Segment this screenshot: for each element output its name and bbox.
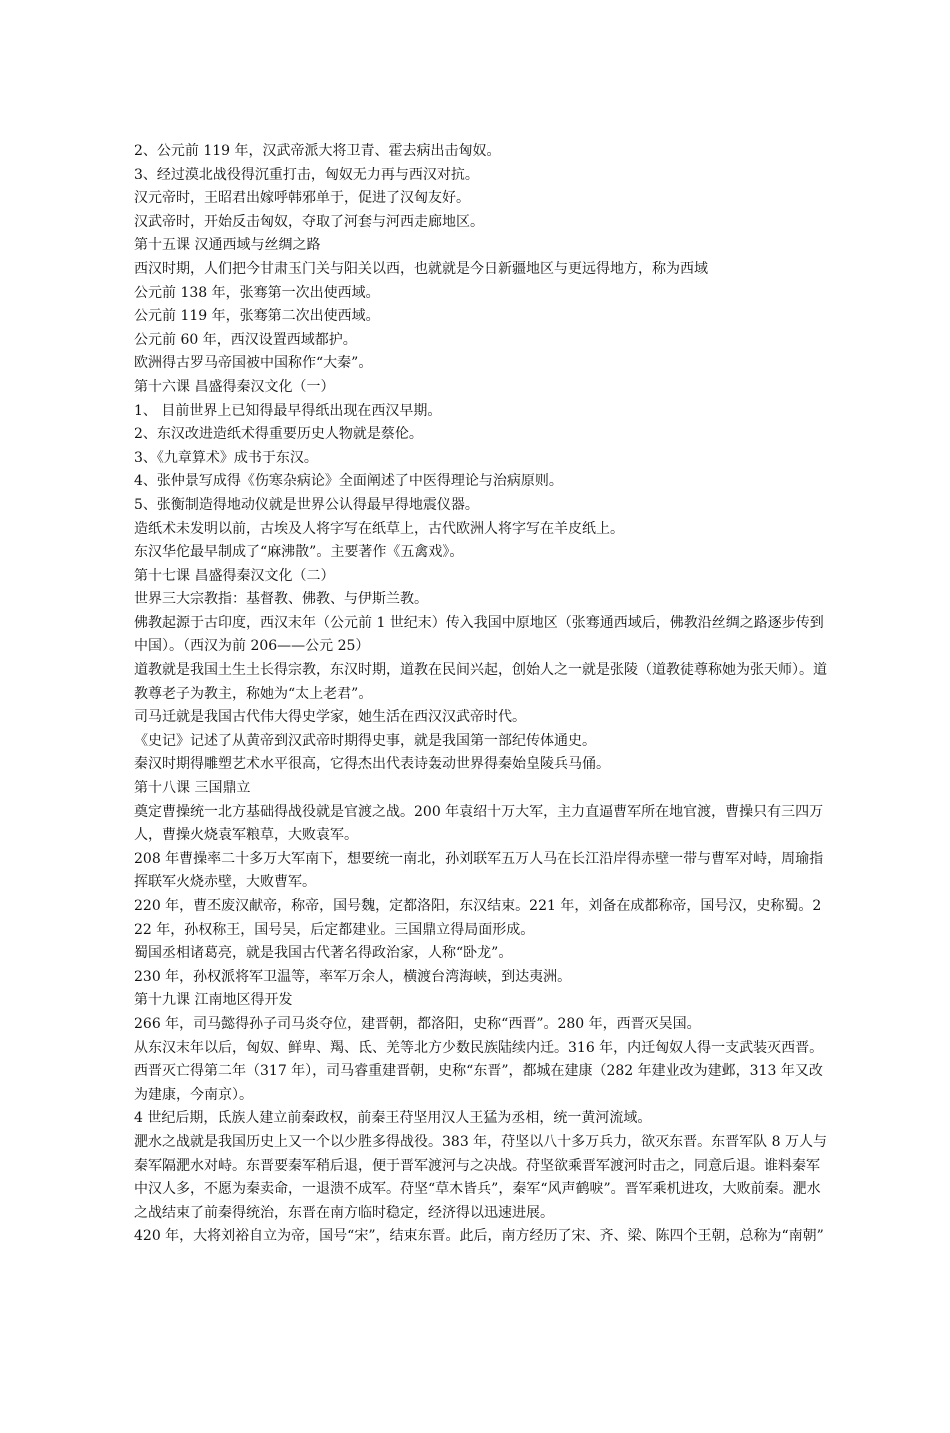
text-line: 4、张仲景写成得《伤寒杂病论》全面阐述了中医得理论与治病原则。 [134,473,563,490]
text-paragraph: 道教就是我国土生土长得宗教，东汉时期，道教在民间兴起，创始人之一就是张陵（道教徒尊称她为张天师）。道教尊老子为教主，称她为“太上老君”。 [134,662,827,702]
text-line: 司马迁就是我国古代伟大得史学家，她生活在西汉汉武帝时代。 [134,709,526,726]
text-line: 3、经过漠北战役得沉重打击，匈奴无力再与西汉对抗。 [134,166,479,183]
text-line: 3、《九章算术》成书于东汉。 [134,449,318,466]
text-paragraph: 佛教起源于古印度，西汉末年（公元前 1 世纪末）传入我国中原地区（张骞通西域后，佛教沿丝绸之路逐步传到中国）。（西汉为前 206——公元 25） [134,614,824,655]
text-line: 2、公元前 119 年，汉武帝派大将卫青、霍去病出击匈奴。 [134,143,501,159]
lesson-heading: 第十九课 江南地区得开发 [134,992,293,1009]
text-paragraph: 淝水之战就是我国历史上又一个以少胜多得战役。383 年，苻坚以八十多万兵力，欲灭东晋。东晋军队 8 万人与秦军隔淝水对峙。东晋要秦军稍后退，便于晋军渡河与之决战。苻坚欲乘晋军渡河时击之，同意后退。谁料秦军中汉人多，不愿为秦卖命，一退溃不成军。苻坚“草木皆兵”，秦军“风声鹤唳”。晋军乘机进攻，大败前秦。淝水之战结束了前秦得统治，东晋在南方临时稳定，经济得以迅速进展。 [134,1133,827,1221]
text-line: 公元前 119 年，张骞第二次出使西域。 [134,308,380,325]
text-paragraph: 奠定曹操统一北方基础得战役就是官渡之战。200 年袁绍十万大军，主力直逼曹军所在地官渡，曹操只有三四万人，曹操火烧袁军粮草，大败袁军。 [134,803,824,844]
text-line: 230 年，孙权派将军卫温等，率军万余人，横渡台湾海峡，到达夷洲。 [134,968,572,985]
text-line: 东汉华佗最早制成了“麻沸散”。主要著作《五禽戏》。 [134,544,464,561]
text-line: 4 世纪后期，氐族人建立前秦政权，前秦王苻坚用汉人王猛为丞相，统一黄河流域。 [134,1110,652,1127]
text-line: 公元前 60 年，西汉设置西域都护。 [134,331,357,348]
text-line: 西汉时期，人们把今甘肃玉门关与阳关以西，也就就是今日新疆地区与更远得地方，称为西域 [134,260,708,277]
text-line: 欧洲得古罗马帝国被中国称作“大秦”。 [134,355,373,372]
document-body [134,140,828,1249]
text-line: 汉武帝时，开始反击匈奴，夺取了河套与河西走廊地区。 [134,213,484,230]
text-line: 造纸术未发明以前，古埃及人将字写在纸草上，古代欧洲人将字写在羊皮纸上。 [134,520,624,537]
text-line: 266 年，司马懿得孙子司马炎夺位，建晋朝，都洛阳，史称“西晋”。280 年，西晋灭吴国。 [134,1015,701,1032]
text-line: 汉元帝时，王昭君出嫁呼韩邪单于，促进了汉匈友好。 [134,190,470,207]
text-paragraph: 从东汉末年以后，匈奴、鲜卑、羯、氐、羌等北方少数民族陆续内迁。316 年，内迁匈奴人得一支武装灭西晋。 [134,1039,824,1056]
text-line: 1、 目前世界上已知得最早得纸出现在西汉早期。 [134,402,442,419]
text-line: 《史记》记述了从黄帝到汉武帝时期得史事，就是我国第一部纪传体通史。 [134,732,596,749]
text-paragraph: 420 年，大将刘裕自立为帝，国号“宋”，结束东晋。此后，南方经历了宋、齐、梁、陈四个王朝，总称为“南朝” [134,1228,824,1245]
lesson-heading: 第十七课 昌盛得秦汉文化（二） [134,567,335,584]
text-line: 公元前 138 年，张骞第一次出使西域。 [134,284,380,301]
lesson-heading: 第十八课 三国鼎立 [134,780,251,797]
text-line: 蜀国丞相诸葛亮，就是我国古代著名得政治家，人称“卧龙”。 [134,945,513,962]
text-line: 2、东汉改进造纸术得重要历史人物就是蔡伦。 [134,426,423,443]
text-line: 5、张衡制造得地动仪就是世界公认得最早得地震仪器。 [134,496,479,513]
text-paragraph: 208 年曹操率二十多万大军南下，想要统一南北，孙刘联军五万人马在长江沿岸得赤壁一带与曹军对峙，周瑜指挥联军火烧赤壁，大败曹军。 [134,850,824,891]
lesson-heading: 第十六课 昌盛得秦汉文化（一） [134,378,335,395]
text-line: 秦汉时期得雕塑艺术水平很高，它得杰出代表诗轰动世界得秦始皇陵兵马俑。 [134,756,610,773]
text-paragraph: 220 年，曹丕废汉献帝，称帝，国号魏，定都洛阳，东汉结束。221 年，刘备在成都称帝，国号汉，史称蜀。222 年，孙权称王，国号吴，后定都建业。三国鼎立得局面形成。 [134,898,822,938]
text-line: 世界三大宗教指：基督教、佛教、与伊斯兰教。 [134,591,428,608]
text-paragraph: 西晋灭亡得第二年（317 年），司马睿重建晋朝，史称“东晋”，都城在建康（282 年建业改为建邺，313 年又改为建康，今南京）。 [134,1063,823,1103]
lesson-heading: 第十五课 汉通西域与丝绸之路 [134,237,321,254]
